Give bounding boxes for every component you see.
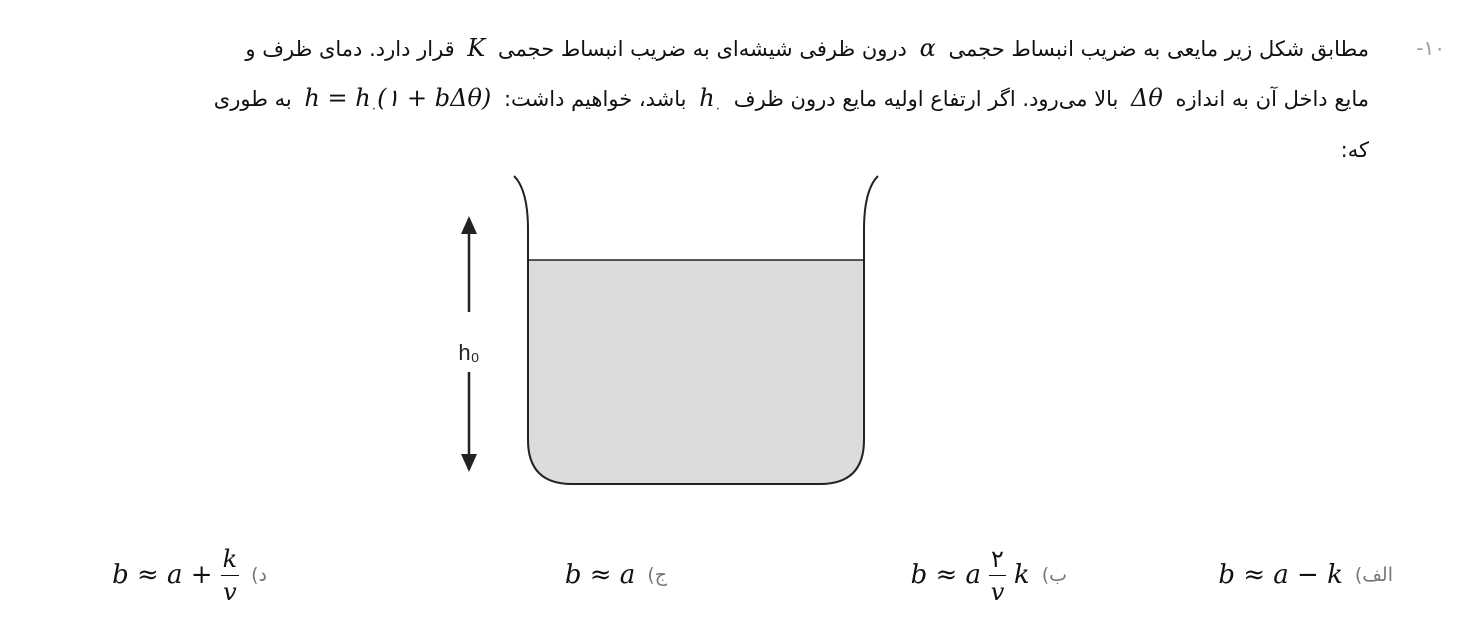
- text: قرار دارد. دمای ظرف و: [245, 37, 455, 61]
- option-d[interactable]: [112, 535, 267, 615]
- option-a-label: الف): [1354, 564, 1393, 586]
- text: مطابق شکل زیر مایعی به ضریب انبساط حجمی: [948, 37, 1369, 61]
- delta-theta-symbol: Δθ: [1131, 84, 1163, 112]
- option-d-label: د): [251, 564, 267, 586]
- text: بالا می‌رود. اگر ارتفاع اولیه مایع درون ظرف: [733, 87, 1119, 111]
- text: درون ظرفی شیشه‌ای به ضریب انبساط حجمی: [498, 37, 907, 61]
- option-a-expression: b ≈ a − k: [1218, 560, 1343, 590]
- option-b[interactable]: [911, 535, 1067, 615]
- arrow-up-head: [461, 216, 477, 234]
- text: که:: [1340, 138, 1369, 162]
- height-label: h₀: [458, 340, 480, 365]
- option-c[interactable]: [565, 535, 667, 615]
- question-number: -۱۰: [1416, 36, 1445, 60]
- option-d-expression: b ≈ a + $\frac{k}{v}$: [112, 544, 238, 606]
- option-c-label: ج): [647, 564, 667, 586]
- option-a[interactable]: [1218, 535, 1393, 615]
- alpha-symbol: α: [919, 34, 936, 62]
- h0-symbol: $h_۰$: [699, 84, 722, 115]
- option-b-label: ب): [1041, 564, 1067, 586]
- arrow-down-head: [461, 454, 477, 472]
- height-equation: $h = h_۰(۱ + b\Delta\theta)$: [304, 84, 492, 115]
- option-c-expression: b ≈ a: [564, 560, 636, 590]
- text: به طوری: [213, 87, 292, 111]
- liquid-fill: [528, 260, 864, 484]
- text: باشد، خواهیم داشت:: [503, 87, 687, 111]
- k-symbol: K: [467, 34, 486, 62]
- text: مایع داخل آن به اندازه: [1175, 87, 1369, 111]
- option-b-expression: b ≈ a $\frac{۲}{v}$ k: [910, 544, 1030, 606]
